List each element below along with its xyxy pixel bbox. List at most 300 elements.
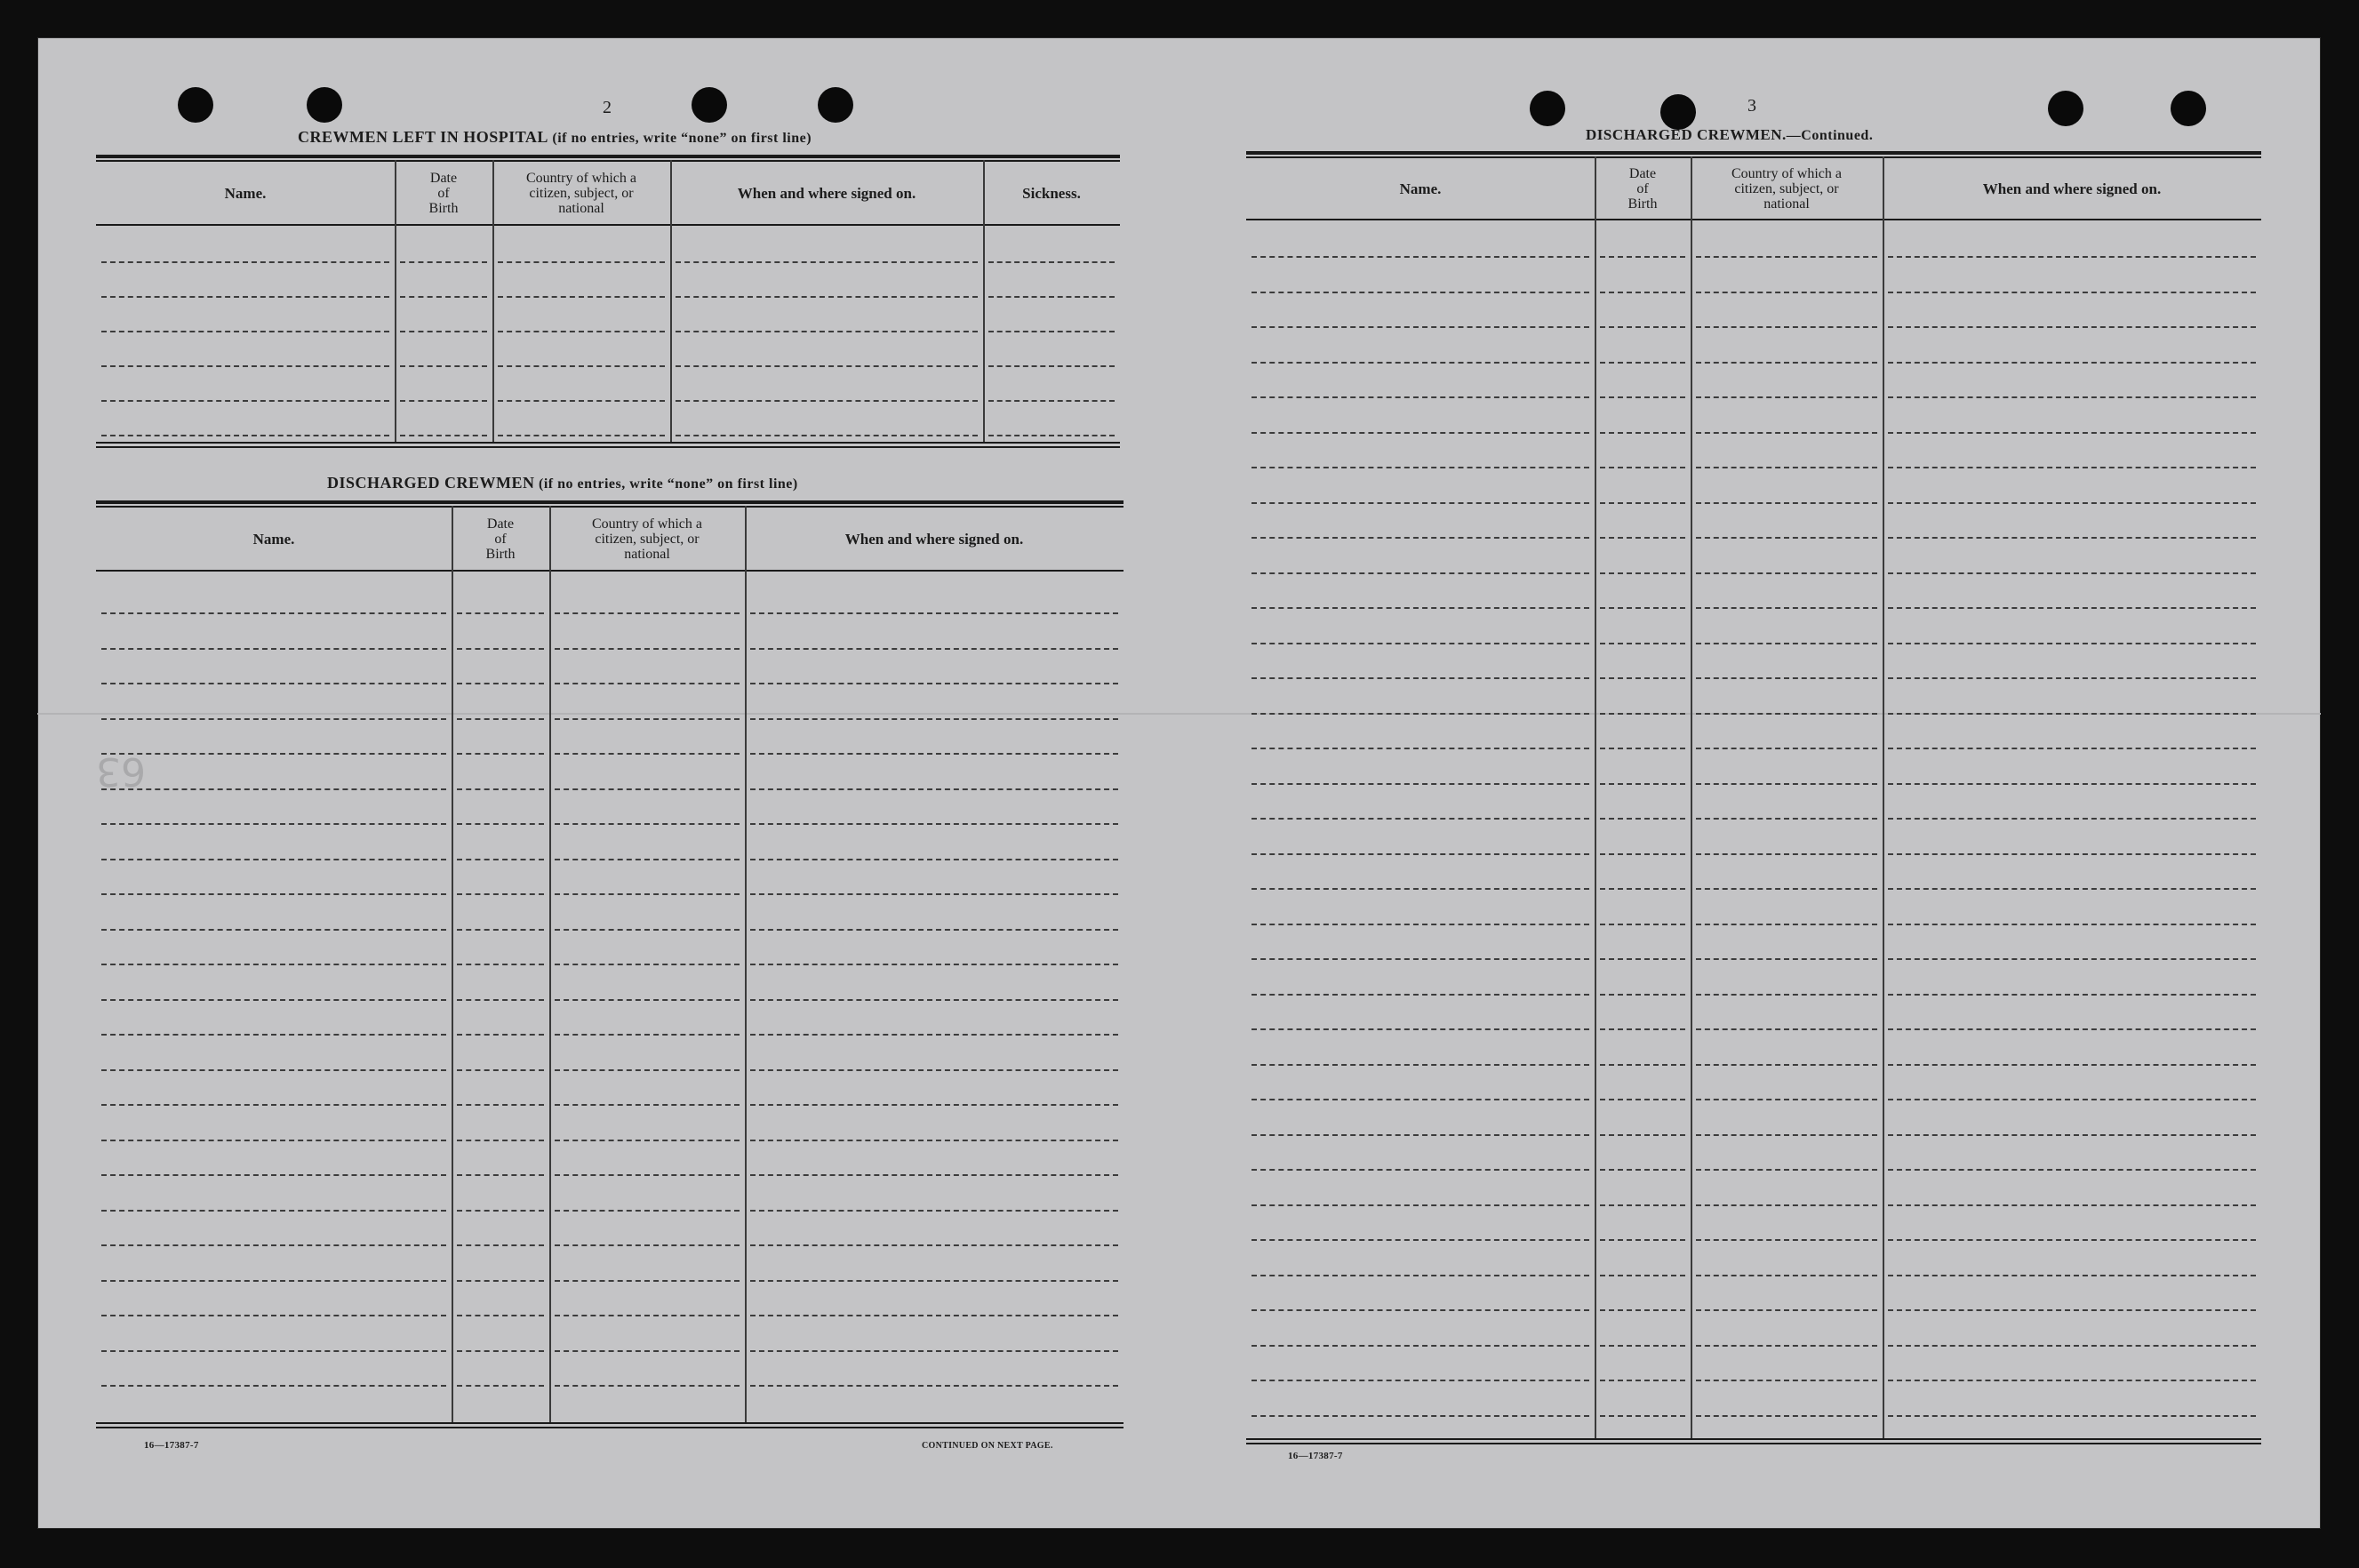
entry-line	[1251, 818, 1589, 820]
entry-line	[457, 1069, 544, 1071]
entry-line	[1600, 1309, 1685, 1311]
entry-line	[1888, 748, 2256, 749]
entry-line	[555, 1069, 740, 1071]
entry-line	[1888, 467, 2256, 468]
column-divider	[395, 160, 396, 442]
section-title-note: (if no entries, write “none” on first line)	[534, 476, 798, 492]
entry-line	[1696, 256, 1877, 258]
entry-line	[1251, 1099, 1589, 1100]
table-bottom-rule	[96, 446, 1120, 448]
entry-line	[555, 964, 740, 965]
entry-line	[750, 1280, 1118, 1282]
entry-line	[457, 893, 544, 895]
entry-line	[101, 1174, 446, 1176]
column-divider	[670, 160, 672, 442]
entry-line	[750, 929, 1118, 931]
entry-line	[498, 400, 665, 402]
column-header: Name.	[224, 184, 267, 202]
entry-line	[101, 331, 389, 332]
entry-line	[1251, 888, 1589, 890]
entry-line	[555, 1104, 740, 1106]
entry-line	[1600, 572, 1685, 574]
column-divider	[983, 160, 985, 442]
entry-line	[555, 718, 740, 720]
entry-line	[1696, 326, 1877, 328]
entry-line	[498, 365, 665, 367]
entry-line	[101, 1104, 446, 1106]
entry-line	[1696, 1204, 1877, 1206]
entry-line	[1251, 1028, 1589, 1030]
entry-line	[750, 964, 1118, 965]
entry-line	[101, 964, 446, 965]
entry-line	[1888, 1380, 2256, 1381]
punch-hole	[307, 87, 342, 123]
entry-line	[457, 1280, 544, 1282]
entry-line	[457, 859, 544, 860]
column-header: When and where signed on.	[737, 184, 916, 202]
table-bottom-rule	[1246, 1443, 2261, 1444]
entry-line	[988, 435, 1115, 436]
entry-line	[1888, 1275, 2256, 1276]
entry-line	[101, 648, 446, 650]
entry-line	[1251, 396, 1589, 398]
entry-line	[1600, 677, 1685, 679]
entry-line	[1251, 1345, 1589, 1347]
entry-line	[1696, 432, 1877, 434]
entry-line	[988, 261, 1115, 263]
entry-line	[555, 612, 740, 614]
entry-line	[750, 1385, 1118, 1387]
entry-line	[1888, 643, 2256, 644]
entry-line	[457, 1210, 544, 1212]
entry-line	[555, 1350, 740, 1352]
entry-line	[1251, 1275, 1589, 1276]
entry-line	[750, 1350, 1118, 1352]
entry-line	[1251, 502, 1589, 504]
entry-line	[101, 1069, 446, 1071]
punch-hole	[692, 87, 727, 123]
entry-line	[1251, 1169, 1589, 1171]
entry-line	[750, 612, 1118, 614]
entry-line	[988, 365, 1115, 367]
entry-line	[750, 788, 1118, 790]
entry-line	[676, 296, 978, 298]
header-bottom-rule	[96, 570, 1124, 572]
entry-line	[1600, 1169, 1685, 1171]
entry-line	[101, 999, 446, 1001]
entry-line	[457, 612, 544, 614]
column-divider	[1691, 156, 1692, 1438]
entry-line	[676, 435, 978, 436]
page-number: 2	[603, 98, 612, 117]
entry-line	[457, 823, 544, 825]
table-top-rule	[96, 155, 1120, 158]
entry-line	[1600, 1239, 1685, 1241]
column-header: Country of which a citizen, subject, or national	[1731, 165, 1842, 212]
section-title-note: (if no entries, write “none” on first line)	[548, 131, 812, 146]
entry-line	[1696, 1309, 1877, 1311]
entry-line	[555, 1315, 740, 1316]
entry-line	[457, 648, 544, 650]
entry-line	[400, 331, 487, 332]
entry-line	[988, 331, 1115, 332]
entry-line	[101, 1315, 446, 1316]
entry-line	[101, 823, 446, 825]
entry-line	[101, 400, 389, 402]
entry-line	[1251, 1309, 1589, 1311]
entry-line	[101, 435, 389, 436]
column-header: Country of which a citizen, subject, or national	[526, 170, 636, 216]
entry-line	[555, 753, 740, 755]
entry-line	[1888, 958, 2256, 960]
entry-line	[1888, 888, 2256, 890]
entry-line	[1888, 537, 2256, 539]
continued-note: CONTINUED ON NEXT PAGE.	[922, 1441, 1053, 1451]
punch-hole	[818, 87, 853, 123]
entry-line	[101, 1210, 446, 1212]
entry-line	[1888, 1028, 2256, 1030]
entry-line	[457, 788, 544, 790]
entry-line	[1600, 362, 1685, 364]
column-header: Date of Birth	[428, 170, 459, 216]
entry-line	[1696, 853, 1877, 855]
margin-stamp: 63	[96, 748, 146, 794]
entry-line	[1696, 748, 1877, 749]
entry-line	[1600, 326, 1685, 328]
entry-line	[1888, 502, 2256, 504]
entry-line	[555, 648, 740, 650]
entry-line	[1251, 362, 1589, 364]
entry-line	[1888, 572, 2256, 574]
entry-line	[1251, 1064, 1589, 1066]
column-divider	[452, 506, 453, 1422]
entry-line	[457, 929, 544, 931]
entry-line	[1696, 713, 1877, 715]
entry-line	[1600, 643, 1685, 644]
column-header: Sickness.	[1022, 184, 1081, 202]
entry-line	[101, 1244, 446, 1246]
entry-line	[1600, 1204, 1685, 1206]
table-bottom-rule	[1246, 1438, 2261, 1440]
entry-line	[1696, 1275, 1877, 1276]
entry-line	[1600, 1345, 1685, 1347]
entry-line	[101, 718, 446, 720]
entry-line	[676, 365, 978, 367]
entry-line	[1600, 432, 1685, 434]
entry-line	[1696, 607, 1877, 609]
entry-line	[1600, 818, 1685, 820]
entry-line	[555, 1280, 740, 1282]
section-title-note: —Continued.	[1786, 128, 1874, 143]
entry-line	[1888, 853, 2256, 855]
column-header: Country of which a citizen, subject, or national	[592, 516, 702, 562]
entry-line	[750, 1034, 1118, 1036]
entry-line	[1251, 924, 1589, 925]
section-title-discharged	[327, 474, 798, 492]
table-top-rule	[96, 500, 1124, 504]
entry-line	[1696, 783, 1877, 785]
entry-line	[750, 1244, 1118, 1246]
entry-line	[1888, 677, 2256, 679]
entry-line	[1888, 1204, 2256, 1206]
header-bottom-rule	[1246, 219, 2261, 220]
entry-line	[1696, 467, 1877, 468]
punch-hole	[1530, 91, 1565, 126]
entry-line	[1888, 1169, 2256, 1171]
entry-line	[1696, 643, 1877, 644]
entry-line	[1251, 1134, 1589, 1136]
entry-line	[101, 1350, 446, 1352]
entry-line	[1696, 1239, 1877, 1241]
entry-line	[1600, 1099, 1685, 1100]
entry-line	[1696, 1134, 1877, 1136]
entry-line	[1251, 713, 1589, 715]
column-divider	[549, 506, 551, 1422]
entry-line	[1696, 1028, 1877, 1030]
table-top-rule	[1246, 156, 2261, 158]
entry-line	[555, 1210, 740, 1212]
entry-line	[498, 296, 665, 298]
entry-line	[676, 261, 978, 263]
entry-line	[1600, 1134, 1685, 1136]
entry-line	[1888, 994, 2256, 996]
entry-line	[1251, 572, 1589, 574]
section-title-discharged-continued	[1586, 126, 1873, 144]
entry-line	[1888, 292, 2256, 293]
entry-line	[1600, 396, 1685, 398]
entry-line	[101, 753, 446, 755]
entry-line	[457, 1350, 544, 1352]
entry-line	[1888, 783, 2256, 785]
entry-line	[400, 261, 487, 263]
entry-line	[555, 893, 740, 895]
table-bottom-rule	[96, 442, 1120, 444]
entry-line	[1251, 643, 1589, 644]
entry-line	[1888, 256, 2256, 258]
entry-line	[555, 859, 740, 860]
entry-line	[1600, 502, 1685, 504]
entry-line	[1696, 572, 1877, 574]
entry-line	[1600, 958, 1685, 960]
entry-line	[1888, 1064, 2256, 1066]
entry-line	[101, 1140, 446, 1141]
table-bottom-rule	[96, 1427, 1124, 1428]
punch-hole	[1660, 94, 1696, 130]
column-header: Date of Birth	[485, 516, 516, 562]
entry-line	[101, 296, 389, 298]
entry-line	[1600, 924, 1685, 925]
entry-line	[676, 331, 978, 332]
entry-line	[1888, 362, 2256, 364]
entry-line	[1888, 1345, 2256, 1347]
entry-line	[1888, 396, 2256, 398]
entry-line	[1600, 888, 1685, 890]
entry-line	[750, 648, 1118, 650]
entry-line	[750, 1174, 1118, 1176]
entry-line	[1251, 958, 1589, 960]
entry-line	[1251, 292, 1589, 293]
column-header: When and where signed on.	[1982, 180, 2162, 197]
entry-line	[101, 612, 446, 614]
entry-line	[498, 331, 665, 332]
entry-line	[101, 1385, 446, 1387]
entry-line	[457, 718, 544, 720]
entry-line	[1888, 1239, 2256, 1241]
entry-line	[400, 365, 487, 367]
entry-line	[457, 753, 544, 755]
entry-line	[988, 296, 1115, 298]
entry-line	[555, 1174, 740, 1176]
entry-line	[1696, 958, 1877, 960]
page-number: 3	[1747, 96, 1756, 116]
entry-line	[750, 718, 1118, 720]
entry-line	[1600, 607, 1685, 609]
entry-line	[750, 683, 1118, 684]
entry-line	[555, 1244, 740, 1246]
column-header: Date of Birth	[1627, 165, 1658, 212]
entry-line	[400, 296, 487, 298]
entry-line	[1888, 1099, 2256, 1100]
entry-line	[101, 261, 389, 263]
entry-line	[1696, 362, 1877, 364]
entry-line	[555, 1034, 740, 1036]
entry-line	[1696, 888, 1877, 890]
entry-line	[1251, 467, 1589, 468]
entry-line	[750, 859, 1118, 860]
section-title-hospital	[298, 128, 812, 147]
entry-line	[457, 1174, 544, 1176]
entry-line	[1696, 1064, 1877, 1066]
entry-line	[1696, 924, 1877, 925]
entry-line	[1888, 1415, 2256, 1417]
entry-line	[1600, 853, 1685, 855]
entry-line	[1600, 1028, 1685, 1030]
entry-line	[555, 999, 740, 1001]
entry-line	[1696, 1380, 1877, 1381]
entry-line	[101, 683, 446, 684]
entry-line	[1600, 1415, 1685, 1417]
entry-line	[750, 753, 1118, 755]
entry-line	[1600, 994, 1685, 996]
entry-line	[1696, 537, 1877, 539]
entry-line	[457, 1385, 544, 1387]
entry-line	[1251, 994, 1589, 996]
header-bottom-rule	[96, 224, 1120, 226]
entry-line	[101, 1280, 446, 1282]
entry-line	[555, 683, 740, 684]
entry-line	[1696, 994, 1877, 996]
entry-line	[1696, 1345, 1877, 1347]
entry-line	[1251, 1204, 1589, 1206]
entry-line	[101, 893, 446, 895]
punch-hole	[2171, 91, 2206, 126]
entry-line	[555, 1140, 740, 1141]
table-top-rule	[96, 506, 1124, 508]
entry-line	[1888, 432, 2256, 434]
entry-line	[1600, 537, 1685, 539]
entry-line	[1251, 607, 1589, 609]
entry-line	[1251, 783, 1589, 785]
column-divider	[1595, 156, 1596, 1438]
entry-line	[1600, 748, 1685, 749]
entry-line	[101, 859, 446, 860]
entry-line	[1696, 502, 1877, 504]
section-title-text: DISCHARGED CREWMEN	[327, 474, 535, 492]
entry-line	[457, 1140, 544, 1141]
entry-line	[400, 435, 487, 436]
entry-line	[1888, 607, 2256, 609]
entry-line	[1251, 537, 1589, 539]
table-bottom-rule	[96, 1422, 1124, 1424]
entry-line	[988, 400, 1115, 402]
entry-line	[1600, 1064, 1685, 1066]
entry-line	[1888, 713, 2256, 715]
entry-line	[750, 893, 1118, 895]
entry-line	[1600, 783, 1685, 785]
entry-line	[457, 1034, 544, 1036]
entry-line	[1600, 467, 1685, 468]
column-header: When and where signed on.	[844, 530, 1024, 548]
form-number: 16—17387-7	[1288, 1451, 1343, 1461]
column-divider	[745, 506, 747, 1422]
entry-line	[457, 1244, 544, 1246]
entry-line	[1696, 1169, 1877, 1171]
entry-line	[1251, 1415, 1589, 1417]
entry-line	[555, 1385, 740, 1387]
entry-line	[1696, 292, 1877, 293]
entry-line	[750, 999, 1118, 1001]
entry-line	[750, 823, 1118, 825]
entry-line	[101, 365, 389, 367]
entry-line	[400, 400, 487, 402]
column-divider	[492, 160, 494, 442]
entry-line	[1696, 396, 1877, 398]
entry-line	[750, 1104, 1118, 1106]
entry-line	[1251, 853, 1589, 855]
entry-line	[457, 683, 544, 684]
entry-line	[1251, 326, 1589, 328]
entry-line	[101, 788, 446, 790]
entry-line	[555, 823, 740, 825]
entry-line	[1600, 713, 1685, 715]
entry-line	[750, 1315, 1118, 1316]
entry-line	[1251, 1380, 1589, 1381]
column-header: Name.	[1399, 180, 1442, 197]
column-header: Name.	[252, 530, 295, 548]
entry-line	[1888, 818, 2256, 820]
punch-hole	[2048, 91, 2083, 126]
column-divider	[1883, 156, 1884, 1438]
entry-line	[1888, 924, 2256, 925]
entry-line	[1251, 677, 1589, 679]
entry-line	[457, 964, 544, 965]
entry-line	[1600, 1275, 1685, 1276]
entry-line	[1251, 256, 1589, 258]
entry-line	[1600, 256, 1685, 258]
entry-line	[498, 261, 665, 263]
entry-line	[1251, 1239, 1589, 1241]
entry-line	[1888, 1309, 2256, 1311]
entry-line	[101, 1034, 446, 1036]
entry-line	[498, 435, 665, 436]
entry-line	[1251, 748, 1589, 749]
entry-line	[1600, 292, 1685, 293]
entry-line	[555, 788, 740, 790]
entry-line	[555, 929, 740, 931]
section-title-text: CREWMEN LEFT IN HOSPITAL	[298, 128, 548, 146]
entry-line	[1696, 677, 1877, 679]
entry-line	[750, 1210, 1118, 1212]
